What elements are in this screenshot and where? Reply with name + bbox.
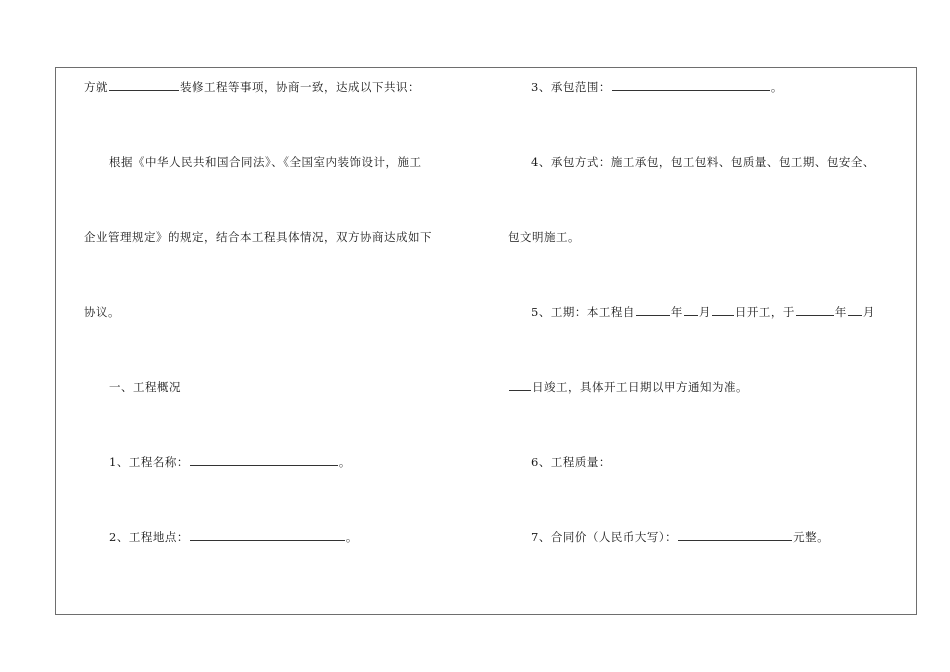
blank-scope[interactable]: [612, 80, 770, 91]
blank-contract-price[interactable]: [678, 530, 792, 541]
right-line-schedule: [531, 305, 875, 319]
text-segment: 月: [698, 305, 711, 319]
right-line-contract-price: [531, 530, 829, 544]
text-segment: 企业管理规定》的规定，结合本工程具体情况，双方协商达成如下: [84, 230, 432, 244]
blank-end-year[interactable]: [796, 305, 834, 316]
text-segment: 。: [770, 80, 783, 94]
left-line-3: [84, 230, 432, 244]
text-segment: 根据《中华人民共和国合同法》、《全国室内装饰设计，施工: [109, 155, 422, 169]
text-segment: 协议。: [84, 305, 120, 319]
field-label: 1、工程名称：: [109, 455, 189, 469]
left-line-1: [84, 80, 420, 94]
blank-project-name[interactable]: [109, 80, 179, 91]
right-line-scope: [531, 80, 783, 94]
left-line-project-name: [109, 455, 351, 469]
text-segment: 年: [834, 305, 847, 319]
right-line-contract-method: [531, 155, 875, 169]
text-segment: 月: [862, 305, 875, 319]
left-line-4: [84, 305, 120, 319]
blank-end-month[interactable]: [848, 305, 862, 316]
text-segment: 日开工，于: [734, 305, 795, 319]
text-segment: 包文明施工。: [508, 230, 580, 244]
left-line-2: [109, 155, 422, 169]
blank-start-day[interactable]: [712, 305, 734, 316]
text-segment: 方就: [84, 80, 108, 94]
text-segment: 4、承包方式：施工承包，包工包料、包质量、包工期、包安全、: [531, 155, 875, 169]
field-label: 6、工程质量：: [531, 455, 611, 469]
field-label: 3、承包范围：: [531, 80, 611, 94]
blank-end-day[interactable]: [509, 380, 531, 391]
right-line-contract-method-cont: [508, 230, 580, 244]
text-segment: 日竣工，具体开工日期以甲方通知为准。: [532, 380, 748, 394]
text-segment: 5、工期：本工程自: [531, 305, 635, 319]
text-segment: 年: [670, 305, 683, 319]
right-line-schedule-cont: [508, 380, 748, 394]
left-line-project-location: [109, 530, 358, 544]
text-segment: 装修工程等事项，协商一致，达成以下共识：: [180, 80, 420, 94]
field-label: 7、合同价（人民币大写）：: [531, 530, 678, 544]
blank-start-year[interactable]: [636, 305, 670, 316]
text-segment: 一、工程概况: [109, 380, 181, 394]
section-heading: [109, 380, 181, 394]
text-segment: 元整。: [793, 530, 830, 544]
text-segment: 。: [338, 455, 351, 469]
text-segment: 。: [345, 530, 358, 544]
right-line-quality: [531, 455, 611, 469]
blank-project-location[interactable]: [190, 530, 345, 541]
blank-start-month[interactable]: [684, 305, 698, 316]
field-label: 2、工程地点：: [109, 530, 189, 544]
blank-project-title[interactable]: [190, 455, 338, 466]
